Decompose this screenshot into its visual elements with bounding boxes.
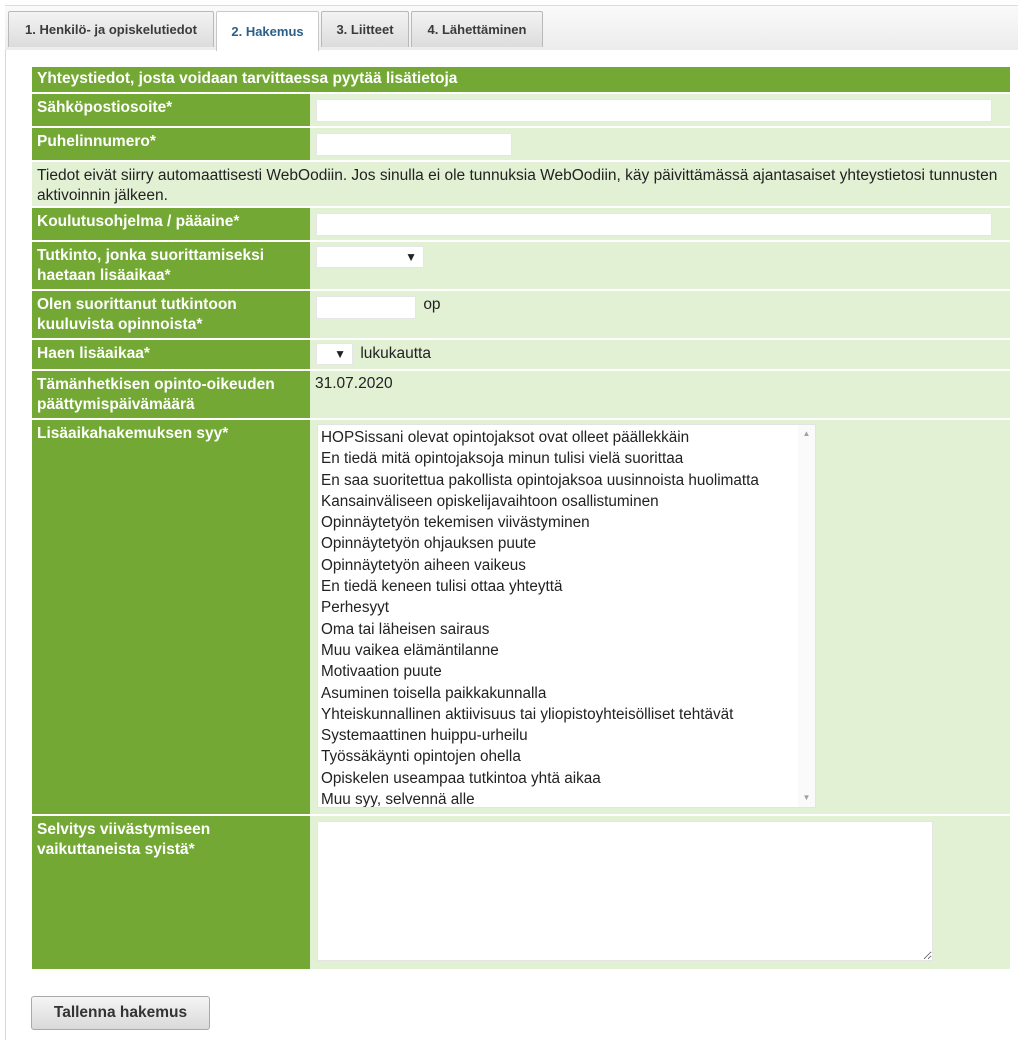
- extension-select[interactable]: [316, 343, 353, 365]
- reason-option[interactable]: Motivaation puute: [321, 663, 442, 681]
- end-date-label: Tämänhetkisen opinto-oikeuden päättymispäivämäärä: [32, 371, 310, 418]
- end-date-row: [32, 371, 1010, 420]
- phone-label: Puhelinnumero*: [32, 128, 310, 160]
- degree-field-cell: [310, 242, 1010, 289]
- reason-option[interactable]: En tiedä mitä opintojaksoja minun tulisi vielä suorittaa: [321, 450, 684, 468]
- credits-field-cell: [310, 291, 1010, 338]
- contact-info-note: Tiedot eivät siirry automaattisesti WebOodiin. Jos sinulla ei ole tunnuksia WebOodiin, käy päivittämässä ajantasaiset yhteystietosi tunnusten aktivoinnin jälkeen.: [32, 162, 1010, 208]
- reason-field-cell: [310, 420, 1010, 814]
- phone-field-cell: [310, 128, 1010, 160]
- extension-unit: lukukautta: [360, 345, 431, 363]
- reason-option[interactable]: Kansainväliseen opiskelijavaihtoon osallistuminen: [321, 492, 659, 510]
- reason-option[interactable]: Systemaattinen huippu-urheilu: [321, 727, 528, 745]
- caret-down-icon: ▼: [334, 347, 346, 361]
- reason-listbox[interactable]: [317, 424, 816, 808]
- program-label: Koulutusohjelma / pääaine*: [32, 208, 310, 240]
- reason-option[interactable]: Muu vaikea elämäntilanne: [321, 641, 499, 659]
- save-application-button[interactable]: Tallenna hakemus: [31, 996, 210, 1030]
- end-date-value: 31.07.2020: [315, 375, 393, 392]
- reason-option[interactable]: HOPSissani olevat opintojaksot ovat olleet päällekkäin: [321, 429, 690, 446]
- section-title: Yhteystiedot, josta voidaan tarvittaessa pyytää lisätietoja: [32, 67, 1010, 94]
- reason-option[interactable]: Opinnäytetyön ohjauksen puute: [321, 535, 537, 553]
- explanation-row: [32, 816, 1010, 969]
- tab-bar: [5, 5, 1018, 50]
- reason-option[interactable]: Asuminen toisella paikkakunnalla: [321, 684, 547, 702]
- extension-label: Haen lisäaikaa*: [32, 340, 310, 369]
- reason-option[interactable]: Yhteiskunnallinen aktiivisuus tai yliopistoyhteisölliset tehtävät: [321, 705, 734, 723]
- degree-label: Tutkinto, jonka suorittamiseksi haetaan lisäaikaa*: [32, 242, 310, 289]
- reason-option[interactable]: En saa suoritettua pakollista opintojaksoa uusinnoista huolimatta: [321, 471, 759, 489]
- degree-row: [32, 242, 1010, 291]
- program-field[interactable]: [316, 213, 992, 236]
- scroll-down-icon[interactable]: ▼: [802, 793, 811, 802]
- email-field[interactable]: [316, 99, 992, 122]
- caret-down-icon: ▼: [405, 250, 417, 264]
- email-label: Sähköpostiosoite*: [32, 94, 310, 126]
- program-field-cell: [310, 208, 1010, 240]
- extension-field-cell: [310, 340, 1010, 369]
- phone-row: [32, 128, 1010, 162]
- reason-option[interactable]: Työssäkäynti opintojen ohella: [321, 748, 521, 766]
- reason-option[interactable]: Opiskelen useampaa tutkintoa yhtä aikaa: [321, 769, 601, 787]
- scroll-up-icon[interactable]: ▲: [802, 429, 811, 438]
- credits-row: [32, 291, 1010, 340]
- phone-field[interactable]: [316, 133, 512, 156]
- reason-option[interactable]: Perhesyyt: [321, 599, 390, 617]
- explanation-field-cell: [310, 816, 1010, 969]
- reason-option[interactable]: Oma tai läheisen sairaus: [321, 620, 490, 638]
- tab-personal-info[interactable]: 1. Henkilö- ja opiskelutiedot: [8, 11, 214, 47]
- explanation-textarea[interactable]: [317, 821, 933, 961]
- tab-application[interactable]: 2. Hakemus: [216, 11, 319, 51]
- tab-submission[interactable]: 4. Lähettäminen: [411, 11, 543, 47]
- end-date-field-cell: [310, 371, 1010, 418]
- reason-label: Lisäaikahakemuksen syy*: [32, 420, 310, 814]
- reason-option[interactable]: Opinnäytetyön aiheen vaikeus: [321, 556, 526, 574]
- reason-row: [32, 420, 1010, 816]
- program-row: [32, 208, 1010, 242]
- tab-attachments[interactable]: 3. Liitteet: [321, 11, 409, 47]
- reason-options: [318, 425, 815, 808]
- extension-row: [32, 340, 1010, 371]
- listbox-scrollbar[interactable]: [798, 425, 815, 807]
- reason-option[interactable]: En tiedä keneen tulisi ottaa yhteyttä: [321, 578, 563, 596]
- explanation-label: Selvitys viivästymiseen vaikuttaneista syistä*: [32, 816, 310, 969]
- email-row: [32, 94, 1010, 128]
- degree-select[interactable]: [316, 246, 424, 268]
- credits-label: Olen suorittanut tutkintoon kuuluvista opinnoista*: [32, 291, 310, 338]
- credits-field[interactable]: [316, 296, 416, 319]
- application-form: [32, 67, 1010, 969]
- credits-unit: op: [423, 296, 441, 313]
- reason-option[interactable]: Muu syy, selvennä alle: [321, 791, 475, 808]
- email-field-cell: [310, 94, 1010, 126]
- reason-option[interactable]: Opinnäytetyön tekemisen viivästyminen: [321, 514, 590, 532]
